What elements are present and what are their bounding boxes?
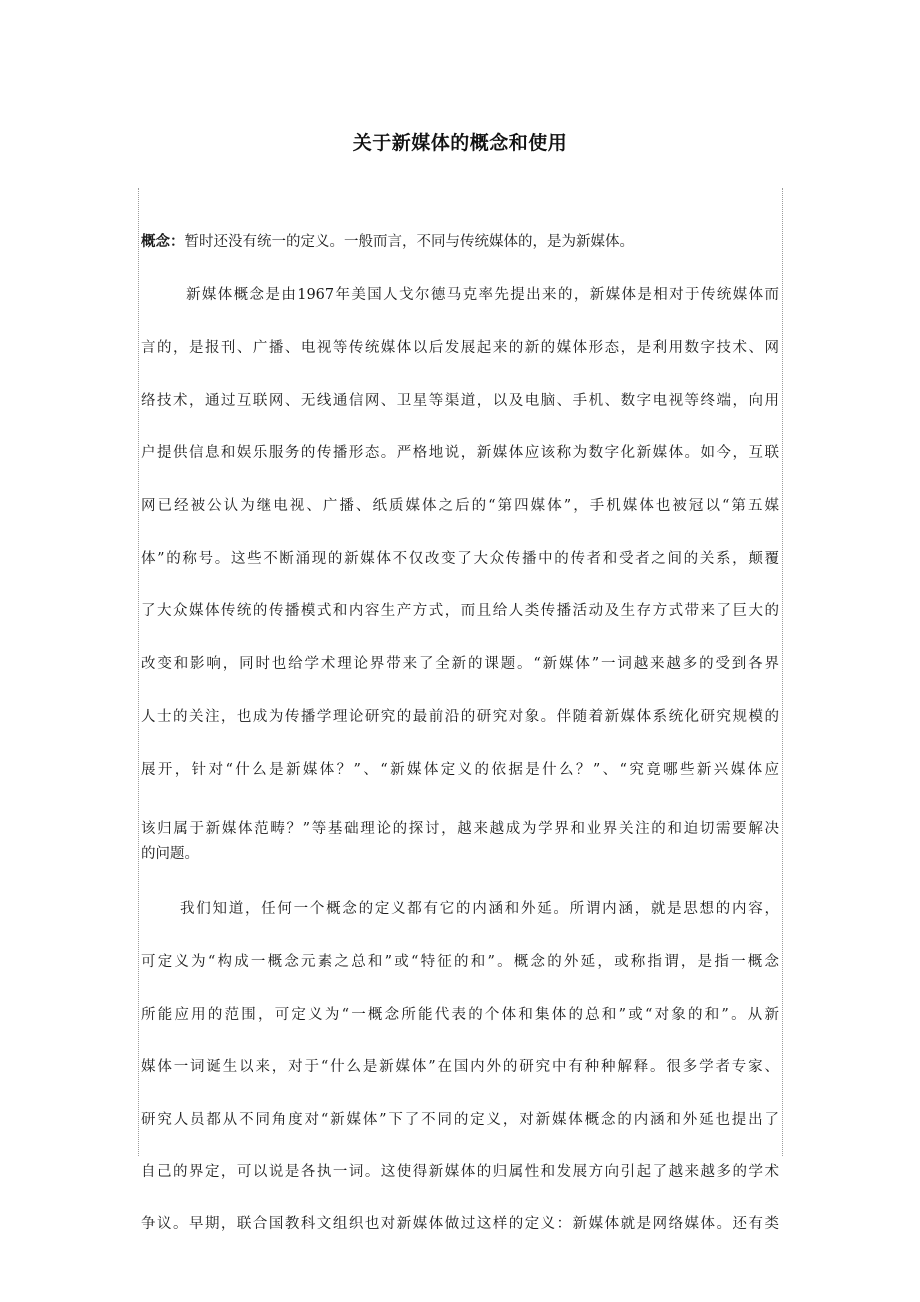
paragraph1-line: 络技术，通过互联网、无线通信网、卫星等渠道，以及电脑、手机、数字电视等终端，向用: [141, 393, 779, 409]
paragraph1-line: 新媒体概念是由1967年美国人戈尔德马克率先提出来的，新媒体是相对于传统媒体而: [186, 287, 779, 303]
paragraph1-line: 的问题。: [141, 846, 199, 862]
paragraph2-line: 媒体一词诞生以来，对于“什么是新媒体”在国内外的研究中有种种解释。很多学者专家、: [141, 1059, 779, 1075]
paragraph1-line: 该归属于新媒体范畴？”等基础理论的探讨，越来越成为学界和业界关注的和迫切需要解决: [141, 821, 779, 837]
paragraph1-line: 言的，是报刊、广播、电视等传统媒体以后发展起来的新的媒体形态，是利用数字技术、网: [141, 340, 779, 356]
concept-text: 暂时还没有统一的定义。一般而言，不同与传统媒体的，是为新媒体。: [184, 234, 634, 250]
document-title: 关于新媒体的概念和使用: [352, 132, 568, 154]
concept-label: 概念：: [141, 234, 185, 250]
paragraph1-line: 人士的关注，也成为传播学理论研究的最前沿的研究对象。伴随着新媒体系统化研究规模的: [141, 709, 779, 725]
paragraph1-line: 改变和影响，同时也给学术理论界带来了全新的课题。“新媒体”一词越来越多的受到各界: [141, 656, 779, 672]
paragraph2-line: 自己的界定，可以说是各执一词。这使得新媒体的归属性和发展方向引起了越来越多的学术: [141, 1164, 779, 1180]
paragraph2-line: 争议。早期，联合国教科文组织也对新媒体做过这样的定义：新媒体就是网络媒体。还有类: [141, 1216, 779, 1232]
paragraph2-line: 研究人员都从不同角度对“新媒体”下了不同的定义，对新媒体概念的内涵和外延也提出了: [141, 1112, 779, 1128]
paragraph2-line: 所能应用的范围，可定义为“一概念所能代表的个体和集体的总和”或“对象的和”。从新: [141, 1007, 779, 1023]
paragraph1-line: 户提供信息和娱乐服务的传播形态。严格地说，新媒体应该称为数字化新媒体。如今，互联: [141, 445, 779, 461]
paragraph2-line: 可定义为“构成一概念元素之总和”或“特征的和”。概念的外延，或称指谓，是指一概念: [141, 954, 779, 970]
paragraph1-line: 网已经被公认为继电视、广播、纸质媒体之后的“第四媒体”，手机媒体也被冠以“第五媒: [141, 498, 779, 514]
concept-line: [141, 232, 779, 252]
paragraph1-line: 体”的称号。这些不断涌现的新媒体不仅改变了大众传播中的传者和受者之间的关系，颠覆: [141, 551, 779, 567]
paragraph1-line: 了大众媒体传统的传播模式和内容生产方式，而且给人类传播活动及生存方式带来了巨大的: [141, 603, 779, 619]
paragraph2-line: 我们知道，任何一个概念的定义都有它的内涵和外延。所谓内涵，就是思想的内容，: [180, 901, 779, 917]
frame-border-left: [138, 188, 139, 1156]
paragraph1-line: 展开，针对“什么是新媒体？”、“新媒体定义的依据是什么？”、“究竟哪些新兴媒体应: [141, 762, 779, 778]
frame-border-right: [782, 188, 783, 1156]
